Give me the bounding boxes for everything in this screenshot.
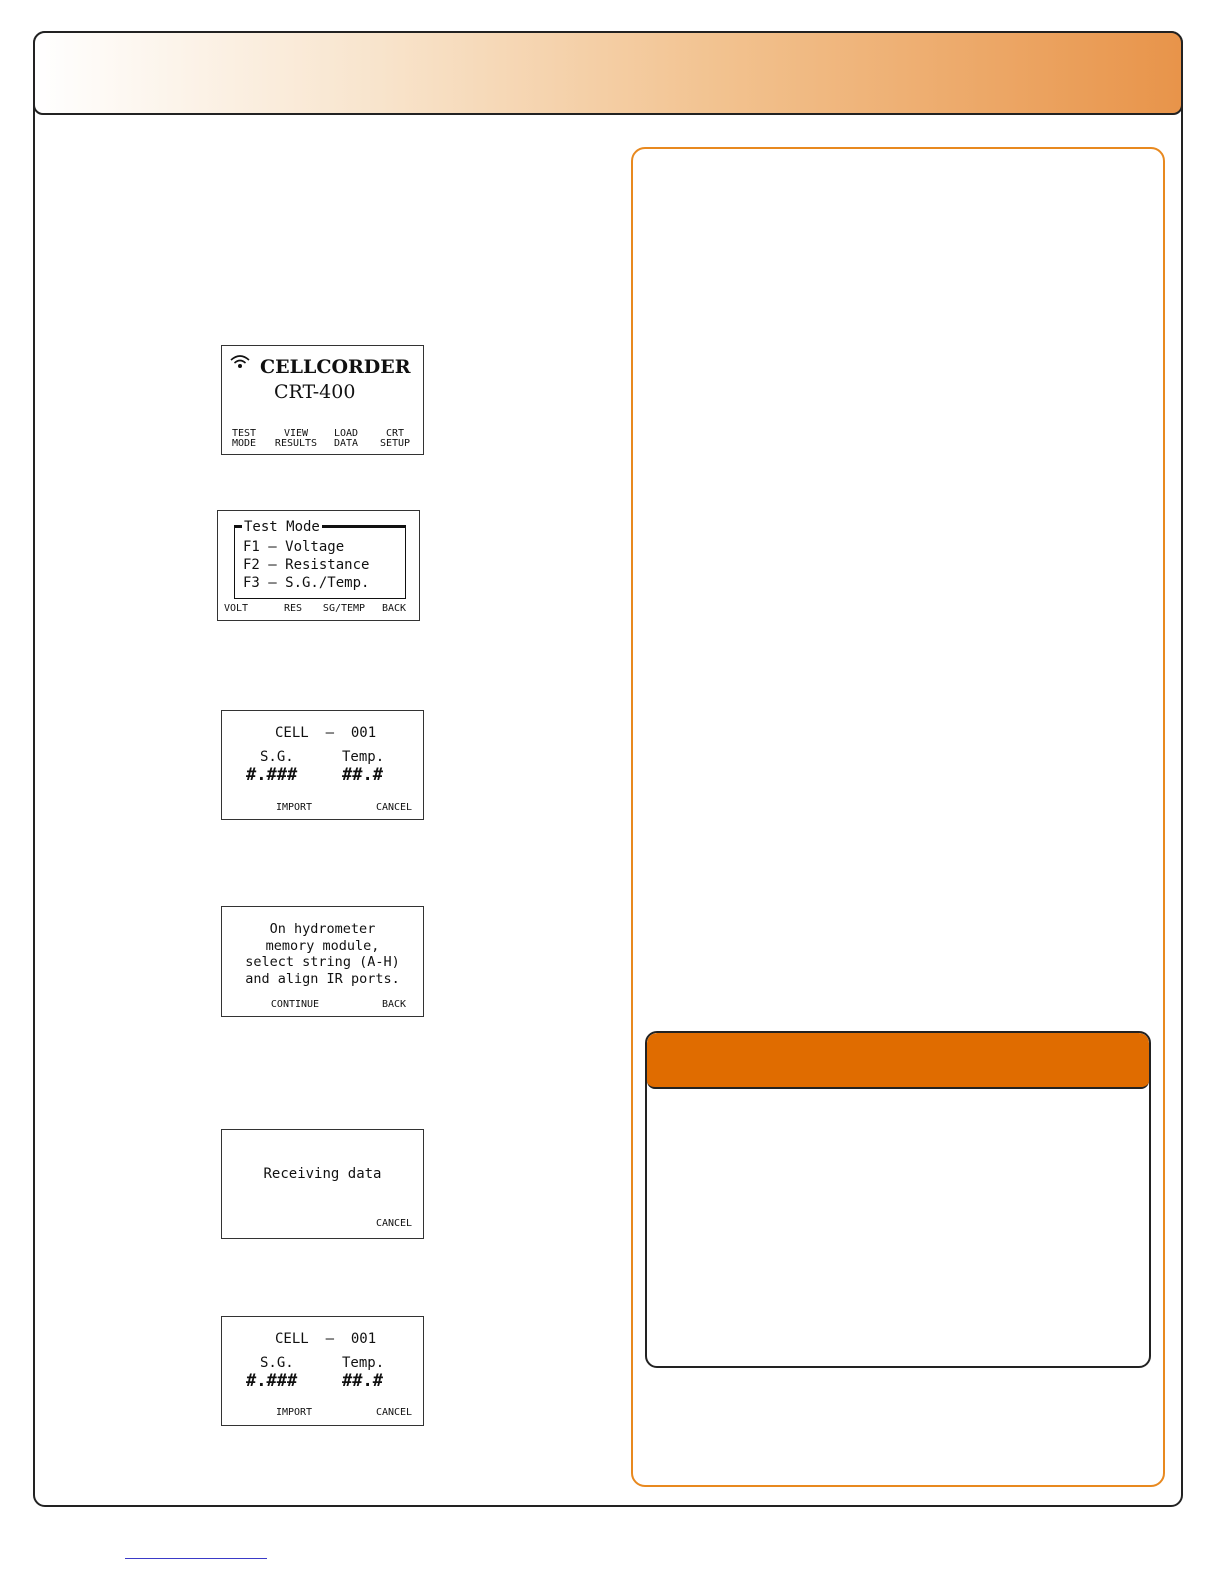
instruction-line: select string (A-H) [245, 954, 400, 970]
menu-heading: Test Mode [244, 519, 320, 535]
lcd-screen-main [221, 345, 424, 455]
lcd-screen-receiving [221, 1129, 424, 1239]
temp-label: Temp. [342, 749, 385, 765]
header-band [33, 31, 1183, 115]
cell-number: CELL – 001 [275, 1331, 377, 1347]
menu-item-voltage[interactable]: F1 – Voltage [243, 539, 345, 555]
menu-item-resistance[interactable]: F2 – Resistance [243, 557, 370, 573]
lcd-screen-test-mode [217, 510, 420, 621]
instruction-line: memory module, [265, 938, 380, 954]
note-box [645, 1031, 1151, 1368]
softkey-load-data[interactable]: LOAD DATA [333, 428, 359, 449]
lcd-screen-sg-reading [221, 1316, 424, 1426]
device-name: CELLCORDER [260, 356, 411, 378]
softkey-sg-temp[interactable]: SG/TEMP [322, 603, 366, 614]
softkey-continue[interactable]: CONTINUE [270, 999, 320, 1010]
cell-number: CELL – 001 [275, 725, 377, 741]
footer-link-underline [125, 1558, 267, 1559]
temp-label: Temp. [342, 1355, 385, 1371]
softkey-cancel[interactable]: CANCEL [375, 1407, 413, 1418]
softkey-cancel[interactable]: CANCEL [375, 1218, 413, 1229]
sg-value: #.### [246, 765, 298, 785]
softkey-import[interactable]: IMPORT [275, 1407, 313, 1418]
softkey-res[interactable]: RES [283, 603, 303, 614]
softkey-import[interactable]: IMPORT [275, 802, 313, 813]
temp-value: ##.# [342, 1371, 383, 1391]
lcd-screen-instructions [221, 906, 424, 1017]
softkey-cancel[interactable]: CANCEL [375, 802, 413, 813]
softkey-crt-setup[interactable]: CRT SETUP [379, 428, 411, 449]
softkey-back[interactable]: BACK [381, 999, 407, 1010]
instruction-line: and align IR ports. [245, 971, 400, 987]
status-message: Receiving data [263, 1166, 382, 1182]
wireless-icon [228, 352, 252, 370]
sg-label: S.G. [260, 1355, 294, 1371]
softkey-volt[interactable]: VOLT [223, 603, 249, 614]
sg-label: S.G. [260, 749, 294, 765]
device-model: CRT-400 [274, 381, 356, 403]
note-header-bar [647, 1033, 1149, 1089]
instruction-line: On hydrometer [269, 921, 376, 937]
softkey-view-results[interactable]: VIEW RESULTS [274, 428, 318, 449]
sg-value: #.### [246, 1371, 298, 1391]
softkey-back[interactable]: BACK [381, 603, 407, 614]
menu-item-sg-temp[interactable]: F3 – S.G./Temp. [243, 575, 370, 591]
softkey-test-mode[interactable]: TEST MODE [231, 428, 257, 449]
lcd-screen-sg-reading [221, 710, 424, 820]
temp-value: ##.# [342, 765, 383, 785]
